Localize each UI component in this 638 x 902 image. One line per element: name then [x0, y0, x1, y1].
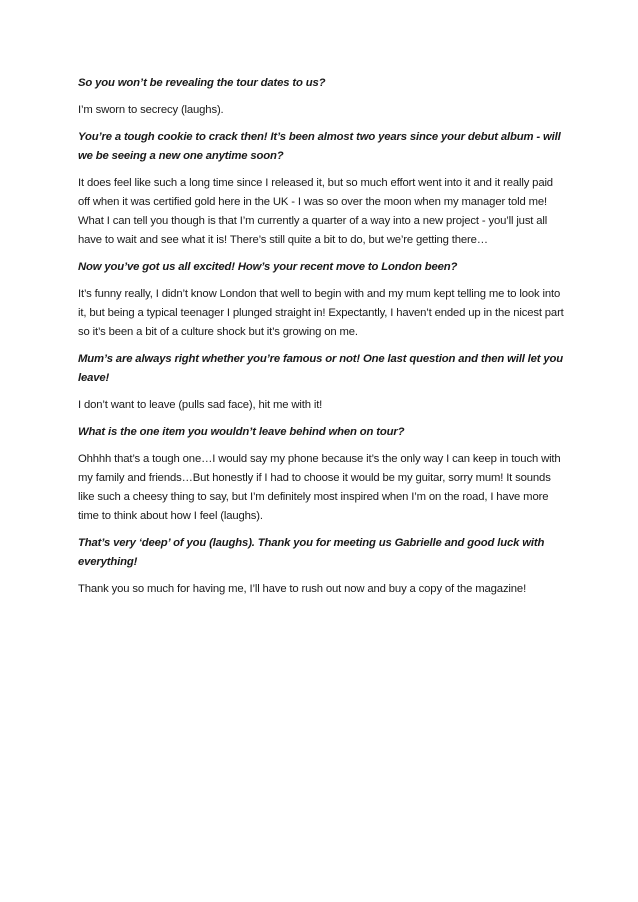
interview-answer: I’m sworn to secrecy (laughs). — [78, 104, 224, 116]
interview-answer: It’s funny really, I didn’t know London that well to begin with and my mum kept telling me to look into it, but being a typical teenager I plunged straight in! Expectantly, I haven’t ended up in the nicest part so it’s been a bit of a culture shock but it’s growing on me. — [78, 288, 564, 338]
interview-question: That’s very ‘deep’ of you (laughs). Thank you for meeting us Gabrielle and good luck with everything! — [78, 537, 545, 568]
interview-answer: I don’t want to leave (pulls sad face), hit me with it! — [78, 399, 323, 411]
interview-question: So you won’t be revealing the tour dates to us? — [78, 77, 326, 89]
interview-answer: Thank you so much for having me, I’ll have to rush out now and buy a copy of the magazine! — [78, 583, 527, 595]
interview-answer: It does feel like such a long time since I released it, but so much effort went into it and it really paid off when it was certified gold here in the UK - I was so over the moon when my manager told me! What I can tell you though is that I’m currently a quarter of a way into a new project - you’ll just all have to wait and see what it is! There’s still quite a bit to do, but we’re getting there… — [78, 177, 553, 246]
interview-question: What is the one item you wouldn’t leave behind when on tour? — [78, 426, 405, 438]
interview-answer: Ohhhh that’s a tough one…I would say my phone because it’s the only way I can keep in touch with my family and friends…But honestly if I had to choose it would be my guitar, sorry mum! It sounds like such a cheesy thing to say, but I’m definitely most inspired when I’m on the road, I have more time to think about how I feel (laughs). — [78, 453, 561, 522]
interview-question: You’re a tough cookie to crack then! It’s been almost two years since your debut album - will we be seeing a new one anytime soon? — [78, 131, 561, 162]
interview-question: Now you’ve got us all excited! How’s your recent move to London been? — [78, 261, 458, 273]
interview-content — [78, 74, 564, 607]
interview-question: Mum’s are always right whether you’re famous or not! One last question and then will let you leave! — [78, 353, 564, 384]
